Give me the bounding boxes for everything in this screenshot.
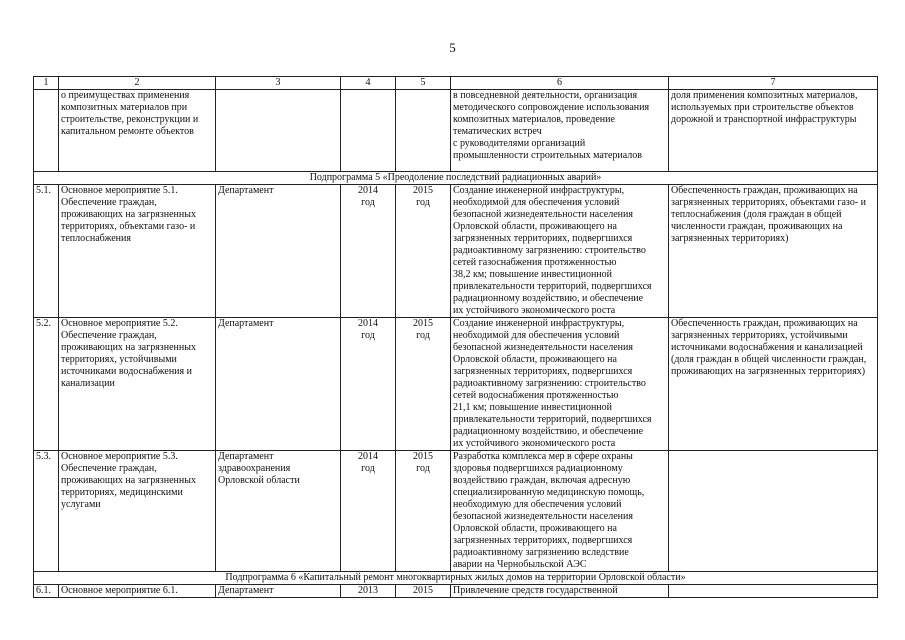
cell-result: Создание инженерной инфраструктуры, необходимой для обеспечения условий безопасной жизнедеятельности населения Орловской области, проживающего на загрязненных территориях, подвергшихся радиоактивному загрязнению: строительство сетей водоснабжения протяженностью 21,1 км; повышение инвестиционной привлекательности территорий, подвергшихся радиационному воздействию, и обеспечение их устойчивого экономического роста	[451, 318, 669, 451]
cell-indicator	[669, 451, 878, 572]
cell-indicator: Обеспеченность граждан, проживающих на загрязненных территориях, устойчивыми источниками водоснабжения и канализацией (доля граждан в общей численности граждан, проживающих на загрязненных территориях)	[669, 318, 878, 451]
cell-executor: Департамент	[216, 318, 341, 451]
table-row-5-2	[34, 318, 878, 451]
cell-end: 2015 год	[396, 185, 451, 318]
cell-num: 5.3.	[34, 451, 59, 572]
cell-indicator: доля применения композитных материалов, используемых при строительстве объектов дорожной и транспортной инфраструктуры	[669, 90, 878, 172]
cell-end: 2015 год	[396, 451, 451, 572]
subprogram-6-row	[34, 572, 878, 585]
cell-executor: Департамент	[216, 185, 341, 318]
cell-result: в повседневной деятельности, организация методического сопровождение использования композитных материалов, проведение тематических встреч с руководителями организаций промышленности строительных материалов	[451, 90, 669, 172]
cell-result: Привлечение средств государственной	[451, 585, 669, 598]
cell-start: 2014 год	[341, 185, 396, 318]
column-header-2: 2	[59, 77, 216, 90]
column-header-1: 1	[34, 77, 59, 90]
cell-name: Основное мероприятие 5.2. Обеспечение граждан, проживающих на загрязненных территориях, устойчивыми источниками водоснабжения и канализации	[59, 318, 216, 451]
cell-end: 2015	[396, 585, 451, 598]
column-header-4: 4	[341, 77, 396, 90]
program-table	[33, 76, 878, 598]
cell-result: Разработка комплекса мер в сфере охраны здоровья подвергшихся радиационному воздействию граждан, включая адресную специализированную медицинскую помощь, необходимую для обеспечения условий безопасной жизнедеятельности населения Орловской области, проживающего на загрязненных территориях, подвергшихся радиоактивному загрязнению вследствие аварии на Чернобыльской АЭС	[451, 451, 669, 572]
table-row-6-1	[34, 585, 878, 598]
column-header-6: 6	[451, 77, 669, 90]
cell-start: 2014 год	[341, 318, 396, 451]
cell-indicator: Обеспеченность граждан, проживающих на загрязненных территориях, объектами газо- и теплоснабжения (доля граждан в общей численности граждан, проживающих на загрязненных территориях)	[669, 185, 878, 318]
cell-result: Создание инженерной инфраструктуры, необходимой для обеспечения условий безопасной жизнедеятельности населения Орловской области, проживающего на загрязненных территориях, подвергшихся радиоактивному загрязнению: строительство сетей газоснабжения протяженностью 38,2 км; повышение инвестиционной привлекательности территорий, подвергшихся радиационному воздействию, и обеспечение их устойчивого экономического роста	[451, 185, 669, 318]
cell-name: о преимуществах применения композитных материалов при строительстве, реконструкции и капитальном ремонте объектов	[59, 90, 216, 172]
subprogram-5-row	[34, 172, 878, 185]
table-row-5-3	[34, 451, 878, 572]
table-row-5-1	[34, 185, 878, 318]
column-header-5: 5	[396, 77, 451, 90]
subprogram-6-title: Подпрограмма 6 «Капитальный ремонт многоквартирных жилых домов на территории Орловской области»	[34, 572, 878, 585]
subprogram-5-title: Подпрограмма 5 «Преодоление последствий радиационных аварий»	[34, 172, 878, 185]
cell-start: 2014 год	[341, 451, 396, 572]
cell-indicator	[669, 585, 878, 598]
cell-num: 5.2.	[34, 318, 59, 451]
cell-executor	[216, 90, 341, 172]
cell-name: Основное мероприятие 6.1.	[59, 585, 216, 598]
column-header-3: 3	[216, 77, 341, 90]
cell-name: Основное мероприятие 5.1. Обеспечение граждан, проживающих на загрязненных территориях, объектами газо- и теплоснабжения	[59, 185, 216, 318]
cell-num: 5.1.	[34, 185, 59, 318]
cell-start: 2013	[341, 585, 396, 598]
cell-executor: Департамент	[216, 585, 341, 598]
cell-num	[34, 90, 59, 172]
cell-end	[396, 90, 451, 172]
cell-end: 2015 год	[396, 318, 451, 451]
cell-name: Основное мероприятие 5.3. Обеспечение граждан, проживающих на загрязненных территориях, медицинскими услугами	[59, 451, 216, 572]
table-row-continuation	[34, 90, 878, 172]
cell-executor: Департамент здравоохранения Орловской области	[216, 451, 341, 572]
column-header-7: 7	[669, 77, 878, 90]
cell-num: 6.1.	[34, 585, 59, 598]
cell-start	[341, 90, 396, 172]
page-number: 5	[449, 40, 456, 55]
column-header-row	[34, 77, 878, 90]
